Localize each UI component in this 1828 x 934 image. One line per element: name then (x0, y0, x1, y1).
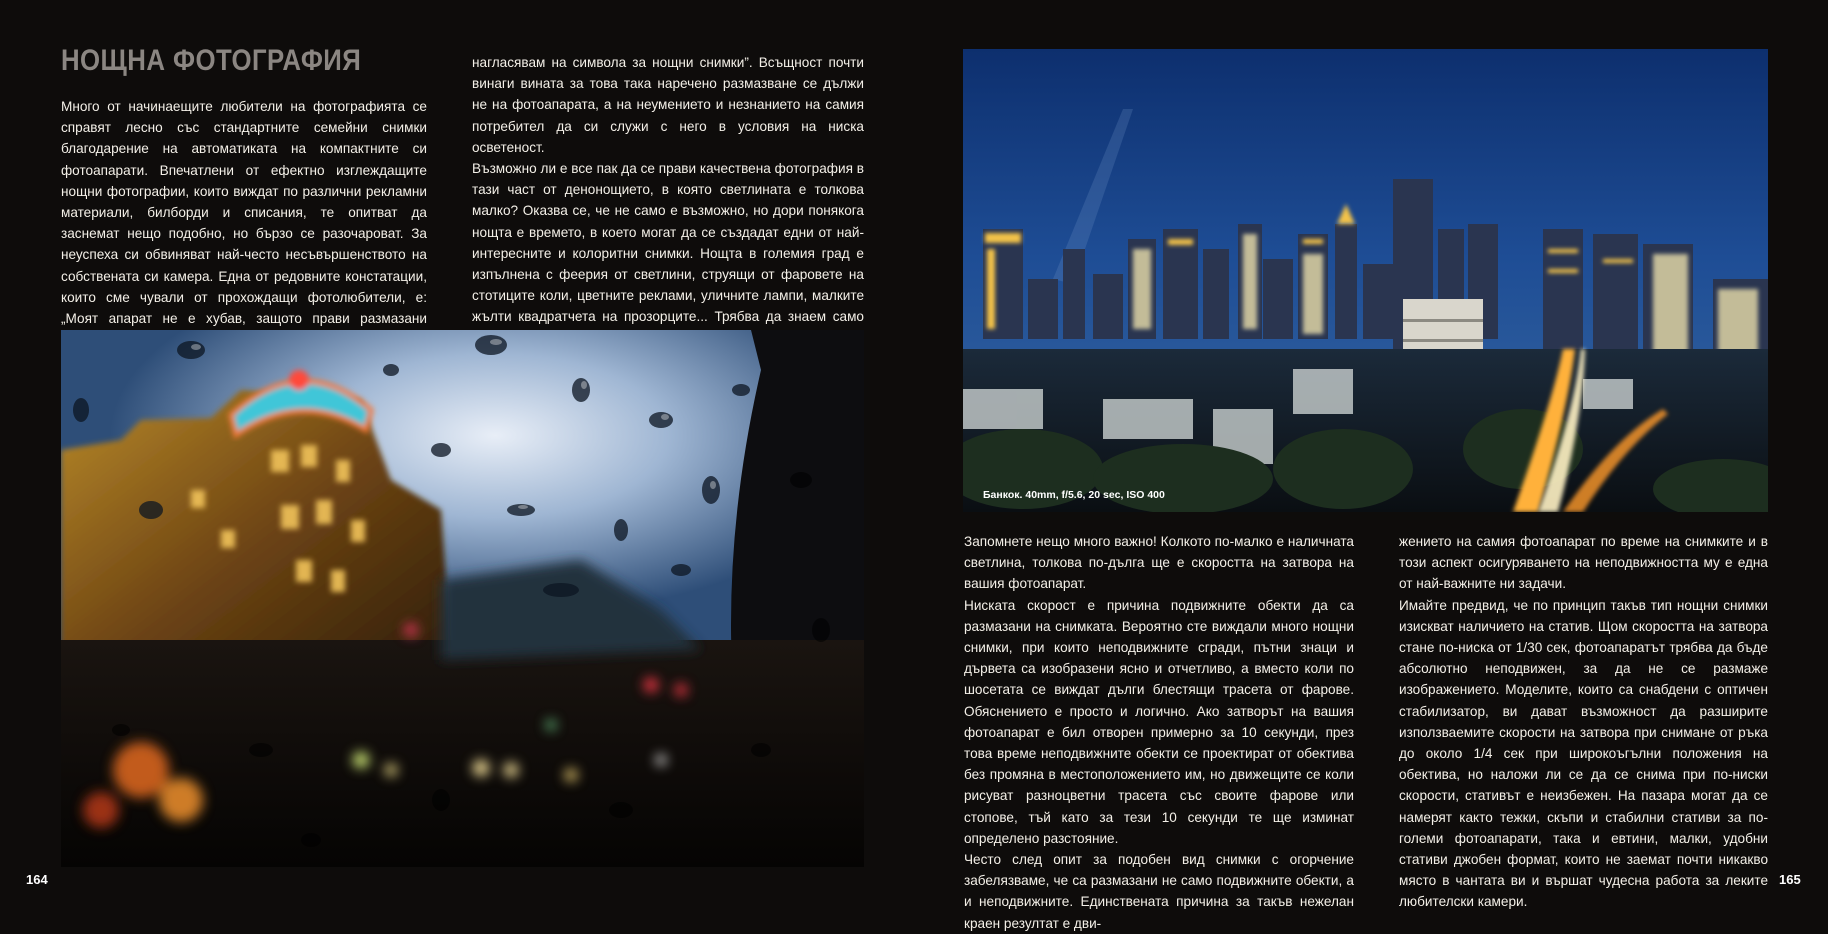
photo-caption: Банкок. 40mm, f/5.6, 20 sec, ISO 400 (983, 489, 1165, 501)
rain-photo-image (61, 330, 864, 867)
left-column-1 (61, 96, 427, 350)
paragraph: Запомнете нещо много важно! Колкото по-малко е наличната светлина, толкова по-дълга ще е скоростта на затвора на вашия фотоапарат. (964, 534, 1354, 592)
paragraph: Възможно ли е все пак да се прави качествена фотография в тази част от денонощието, в която светлината е толкова малко? Оказва се, че не само е възможно, но дори понякога нощта е времето, в което могат да се създадат едни от най-интересните и колоритни снимки. Нощта в големия град е изпълнена с феерия от светлини, струящи от фаровете на стотиците коли, цветните реклами, уличните лампи, малките жълти квадратчета на прозорците... Трябва да знаем само (472, 161, 864, 325)
left-column-2 (472, 52, 864, 370)
paragraph: Много от начинаещите любители на фотографията се справят лесно със стандартните семейни снимки благодарение на автоматиката на компактните си фотоапарати. Впечатлени от ефектно изглеждащите нощни фотографии, които виждат по различни рекламни материали, билборди и списания, те опитват да заснемат нещо подобно, но бързо се разочароват. За неуспеха си обвиняват най-често несъвършенството на собствената си камера. Една от редовните констатации, които сме чували от прохождащи фотолюбители, е: „Моят апарат не е хубав, защото прави размазани (61, 99, 427, 327)
page-title: НОЩНА ФОТОГРАФИЯ (61, 44, 362, 77)
right-column-1 (964, 531, 1354, 934)
page-number: 164 (26, 872, 48, 887)
left-page (0, 0, 914, 912)
paragraph: Имайте предвид, че по принцип такъв тип нощни снимки изискват наличието на статив. Щом скоростта на затвора стане по-ниска от 1/30 сек, фотоапаратът трябва да бъде абсолютно неподвижен, за да не се размаже изображението. Моделите, които са снабдени с оптичен стабилизатор, ви дават възможност да разширите използваемите скорости на затвора при снимане от ръка до около 1/4 сек при широкоъгълни положения на обектива, но наложи ли се да се снима при по-ниски скорости, стативът е неизбежен. На пазара могат да се намерят както тежки, скъпи и стабилни стативи за по-големи фотоапарати, така и евтини, малки, удобни стативи джобен формат, които не заемат почти никакво място в чантата ви и вършат чудесна работа за леките любителски камери. (1399, 597, 1768, 910)
page-number: 165 (1779, 872, 1801, 887)
paragraph: жението на самия фотоапарат по време на снимките и в този аспект осигуряването на неподвижността му е една от най-важните ни задачи. (1399, 534, 1768, 592)
city-photo-image (963, 49, 1768, 512)
bangkok-skyline-photo (963, 49, 1768, 512)
right-column-2 (1399, 531, 1768, 913)
paragraph: нагласявам на символа за нощни снимки”. Всъщност почти винаги вината за това така наречено размазване се дължи не на фотоапарата, а на неумението и незнанието на самия потребител да си служи с него в условия на ниска осветеност. (472, 55, 864, 155)
paragraph: Ниската скорост е причина подвижните обекти да са размазани на снимката. Вероятно сте виждали много нощни снимки, при които неподвижните сгради, пътни знаци и дървета са изобразени ясно и отчетливо, а вместо коли по шосетата се виждат дълги блестящи трасета от фарове. Обяснението е просто и логично. Ако затворът на вашия фотоапарат е бил отворен примерно за 10 секунди, през това време неподвижните обекти се проектират от обектива без промяна в местоположението им, но движещите се коли рисуват разноцветни трасета със своите фарове или стопове, тъй като за тези 10 секунди те ще изминат определено разстояние. (964, 597, 1354, 846)
rain-window-photo (61, 330, 864, 867)
paragraph: Често след опит за подобен вид снимки с огорчение забелязваме, че са размазани не само подвижните обекти, а и неподвижните. Единствената причина за такъв нежелан краен резултат е дви- (964, 852, 1354, 931)
